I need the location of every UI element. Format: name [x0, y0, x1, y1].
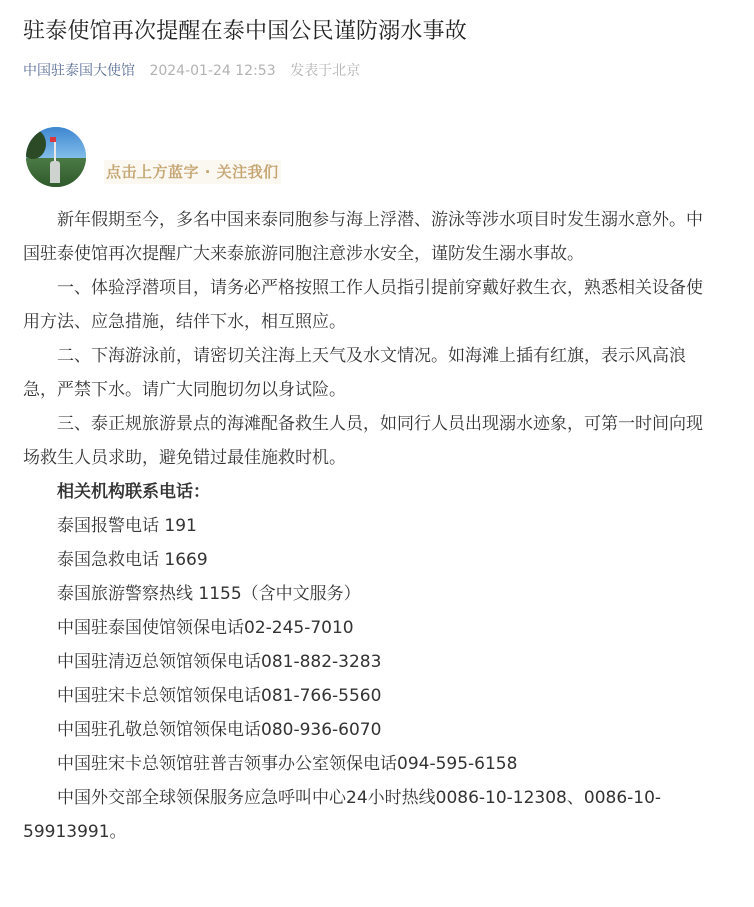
- follow-us-banner[interactable]: 点击上方蓝字 · 关注我们: [104, 160, 281, 184]
- publish-time: 2024-01-24 12:53: [149, 63, 276, 79]
- flag-icon: [50, 137, 56, 142]
- contacts-heading: 相关机构联系电话：: [57, 482, 210, 502]
- paragraph-swim: 二、下海游泳前，请密切关注海上天气及水文情况。如海滩上插有红旗，表示风高浪急，严禁下水。请广大同胞切勿以身试险。: [23, 346, 686, 400]
- article-meta: [23, 60, 360, 82]
- contact-item: 中国驻孔敬总领馆领保电话080-936-6070: [57, 720, 382, 740]
- contact-item: 中国驻宋卡总领馆驻普吉领事办公室领保电话094-595-6158: [57, 754, 518, 774]
- article-body: [23, 203, 703, 849]
- contact-item: 泰国急救电话 1669: [57, 550, 208, 570]
- contact-item: 中国驻泰国使馆领保电话02-245-7010: [57, 618, 354, 638]
- paragraph-lifeguard: 三、泰正规旅游景点的海滩配备救生人员，如同行人员出现溺水迹象，可第一时间向现场救生人员求助，避免错过最佳施救时机。: [23, 414, 703, 468]
- statue-icon: [50, 161, 60, 183]
- paragraph-snorkel: 一、体验浮潜项目，请务必严格按照工作人员指引提前穿戴好救生衣，熟悉相关设备使用方法、应急措施，结伴下水，相互照应。: [23, 278, 703, 332]
- contact-item: 中国驻清迈总领馆领保电话081-882-3283: [57, 652, 382, 672]
- author-link[interactable]: 中国驻泰国大使馆: [23, 63, 135, 79]
- contact-item: 中国驻宋卡总领馆领保电话081-766-5560: [57, 686, 382, 706]
- contact-item: 泰国报警电话 191: [57, 516, 197, 536]
- contact-item: 泰国旅游警察热线 1155（含中文服务）: [57, 584, 361, 604]
- publish-location: 发表于北京: [290, 63, 361, 79]
- article-title: 驻泰使馆再次提醒在泰中国公民谨防溺水事故: [23, 19, 468, 44]
- embassy-avatar[interactable]: [26, 127, 86, 187]
- paragraph-intro: 新年假期至今，多名中国来泰同胞参与海上浮潜、游泳等涉水项目时发生溺水意外。中国驻泰使馆再次提醒广大来泰旅游同胞注意涉水安全，谨防发生溺水事故。: [23, 210, 703, 264]
- paragraph-hotline: 中国外交部全球领保服务应急呼叫中心24小时热线0086-10-12308、0086-10-59913991。: [23, 788, 662, 842]
